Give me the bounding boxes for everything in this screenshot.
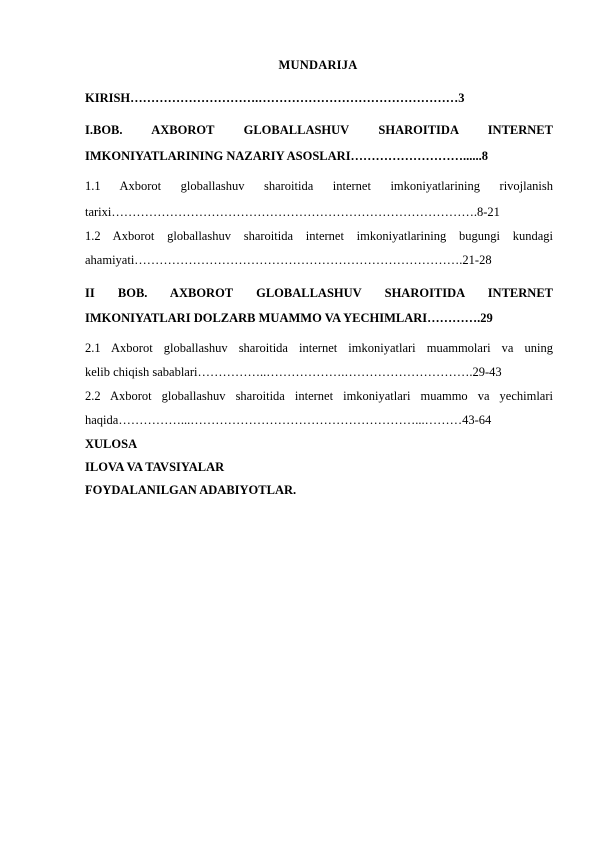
toc-section-1-2-line-1: 1.2 Axborot globallashuv sharoitida internet imkoniyatlarining bugungi kundagi: [85, 229, 553, 243]
toc-chapter-2-line-2: IMKONIYATLARI DOLZARB MUAMMO VA YECHIMLARI………….29: [85, 311, 493, 325]
toc-xulosa: XULOSA: [85, 437, 138, 451]
toc-section-2-1-line-1: 2.1 Axborot globallashuv sharoitida internet imkoniyatlari muammolari va uning: [85, 341, 553, 355]
toc-section-2-1-line-2: kelib chiqish sabablari……………..……………….………………………….29-43: [85, 365, 502, 379]
toc-entry-kirish: KIRISH………………………….…………………………………………3: [85, 91, 465, 105]
toc-section-1-1-line-1: 1.1 Axborot globallashuv sharoitida internet imkoniyatlarining rivojlanish: [85, 179, 553, 193]
toc-section-1-2-line-2: ahamiyati…………………………………………………………………….21-28: [85, 253, 492, 267]
toc-ilova: ILOVA VA TAVSIYALAR: [85, 460, 225, 474]
toc-chapter-1-line-1: I.BOB. AXBOROT GLOBALLASHUV SHAROITIDA INTERNET: [85, 123, 553, 137]
page-title: MUNDARIJA: [278, 58, 358, 72]
toc-chapter-1-line-2: IMKONIYATLARINING NAZARIY ASOSLARI………………………......8: [85, 149, 489, 163]
toc-chapter-2-line-1: II BOB. AXBOROT GLOBALLASHUV SHAROITIDA INTERNET: [85, 286, 553, 300]
toc-section-2-2-line-2: haqida……………...………………………………………………...………43-64: [85, 413, 492, 427]
toc-section-1-1-line-2: tarixi…………………………………………………………………………….8-21: [85, 205, 500, 219]
toc-section-2-2-line-1: 2.2 Axborot globallashuv sharoitida internet imkoniyatlari muammo va yechimlari: [85, 389, 553, 403]
toc-adabiyotlar: FOYDALANILGAN ADABIYOTLAR.: [85, 483, 297, 497]
